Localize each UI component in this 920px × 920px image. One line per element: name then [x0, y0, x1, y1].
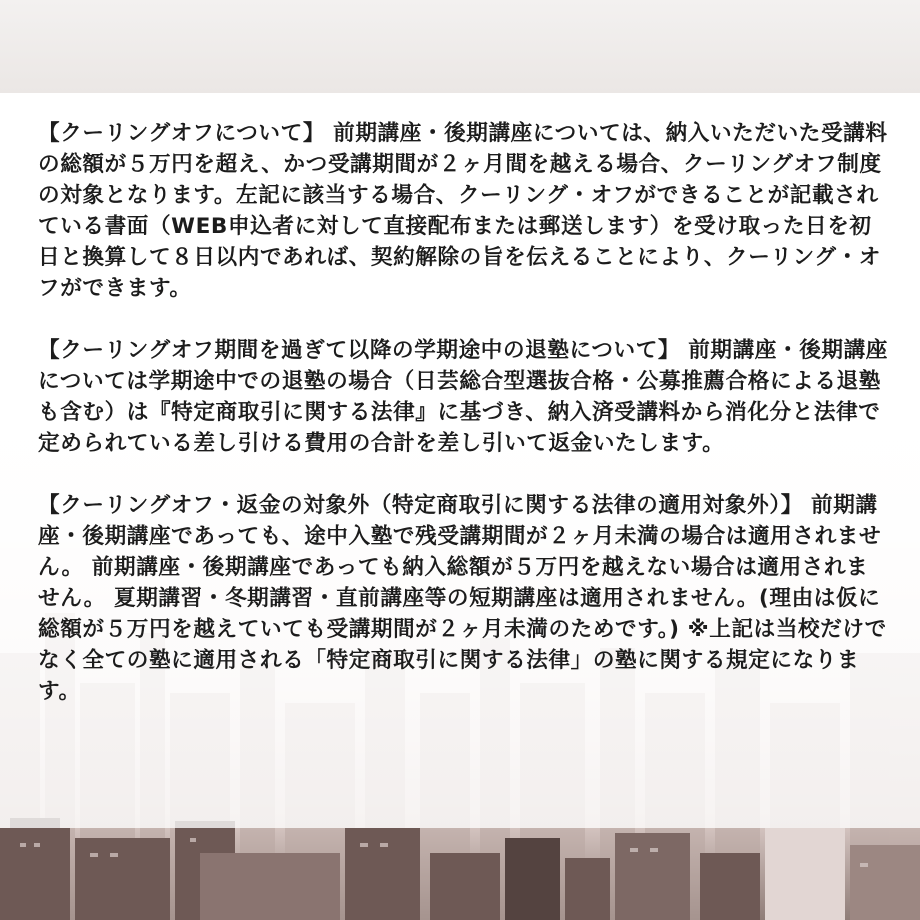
- paragraph-exclusions: 【クーリングオフ・返金の対象外（特定商取引に関する法律の適用対象外）】 前期講座・後期講座であっても、途中入塾で残受講期間が２ヶ月未満の場合は適用されません。 前期講座・後期講座であっても納入総額が５万円を越えない場合は適用されません。 夏期講習・冬期講習・直前講座等の短期講座は適用されません。(理由は仮に総額が５万円を越えていても受講期間が２ヶ月未満のためです。) ※上記は当校だけでなく全ての塾に適用される「特定商取引に関する法律」の塾に関する規定になります。: [38, 493, 887, 704]
- paragraph-withdrawal-refund: 【クーリングオフ期間を過ぎて以降の学期途中の退塾について】 前期講座・後期講座については学期途中での退塾の場合（日芸総合型選抜合格・公募推薦合格による退塾も含む）は『特定商取引に関する法律』に基づき、納入済受講料から消化分と法律で定められている差し引ける費用の合計を差し引いて返金いたします。: [38, 338, 888, 456]
- top-band: [0, 0, 920, 93]
- notice-text: [38, 118, 888, 738]
- paragraph-cooling-off: 【クーリングオフについて】 前期講座・後期講座については、納入いただいた受講料の総額が５万円を超え、かつ受講期間が２ヶ月間を越える場合、クーリングオフ制度の対象となります。左記に該当する場合、クーリング・オフができることが記載されている書面（WEB申込者に対して直接配布または郵送します）を受け取った日を初日と換算して８日以内であれば、契約解除の旨を伝えることにより、クーリング・オフができます。: [38, 121, 888, 301]
